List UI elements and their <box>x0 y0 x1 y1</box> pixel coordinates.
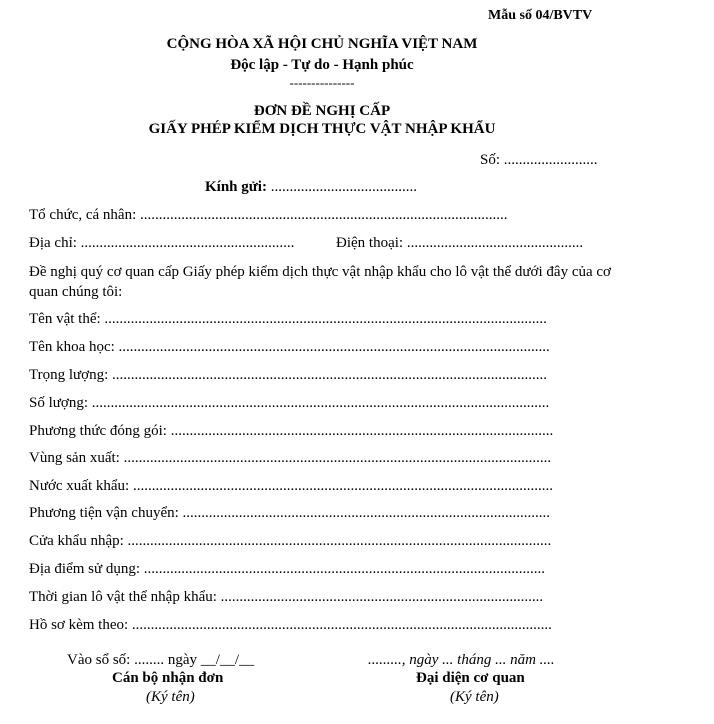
field-item-name: Tên vật thể: ...................................................................................................................... <box>29 311 547 327</box>
phone-field: Điện thoại: ............................................... <box>336 235 584 251</box>
right-signature-title: Đại diện cơ quan <box>416 670 525 686</box>
recipient-dots: ....................................... <box>266 179 417 195</box>
field-production-area: Vùng sản xuất: .................................................................................................................. <box>29 450 552 466</box>
date-line: ........., ngày ... tháng ... năm .... <box>368 652 555 668</box>
address-field: Địa chỉ: ......................................................... <box>29 235 295 251</box>
document-number: Số: ......................... <box>480 152 598 168</box>
field-usage-location: Địa điểm sử dụng: ........................................................................................................... <box>29 561 546 577</box>
field-transport: Phương tiện vận chuyển: .................................................................................................. <box>29 505 551 521</box>
left-signature-note: (Ký tên) <box>146 689 195 705</box>
organization-field: Tổ chức, cá nhân: .................................................................................................. <box>29 207 508 223</box>
recipient-label: Kính gửi: <box>205 179 267 195</box>
field-quantity: Số lượng: .......................................................................................................................... <box>29 395 550 411</box>
form-number: Mẫu số 04/BVTV <box>488 8 593 23</box>
request-intro: Đề nghị quý cơ quan cấp Giấy phép kiểm dịch thực vật nhập khẩu cho lô vật thể dưới đây của cơ quan chúng tôi: <box>29 264 611 300</box>
field-weight: Trọng lượng: .................................................................................................................... <box>29 367 548 383</box>
national-motto: Độc lập - Tự do - Hạnh phúc <box>230 57 414 73</box>
field-packaging: Phương thức đóng gói: ...................................................................................................... <box>29 423 554 439</box>
document-title-line1: ĐƠN ĐỀ NGHỊ CẤP <box>253 103 391 119</box>
recipient-line <box>205 179 417 196</box>
document-title-line2: GIẤY PHÉP KIỂM DỊCH THỰC VẬT NHẬP KHẨU <box>148 121 496 137</box>
field-import-time: Thời gian lô vật thể nhập khẩu: ...................................................................................... <box>29 589 544 605</box>
field-scientific-name: Tên khoa học: ................................................................................................................... <box>29 339 550 355</box>
registry-line: Vào sổ số: ........ ngày __/__/__ <box>67 652 255 668</box>
national-title: CỘNG HÒA XÃ HỘI CHỦ NGHĨA VIỆT NAM <box>166 36 478 52</box>
left-signature-title: Cán bộ nhận đơn <box>112 670 224 686</box>
header-separator: --------------- <box>289 75 355 90</box>
right-signature-note: (Ký tên) <box>450 689 499 705</box>
field-export-country: Nước xuất khẩu: ................................................................................................................ <box>29 478 553 494</box>
field-attachments: Hồ sơ kèm theo: ................................................................................................................ <box>29 617 552 633</box>
field-entry-border: Cửa khẩu nhập: ................................................................................................................. <box>29 533 552 549</box>
